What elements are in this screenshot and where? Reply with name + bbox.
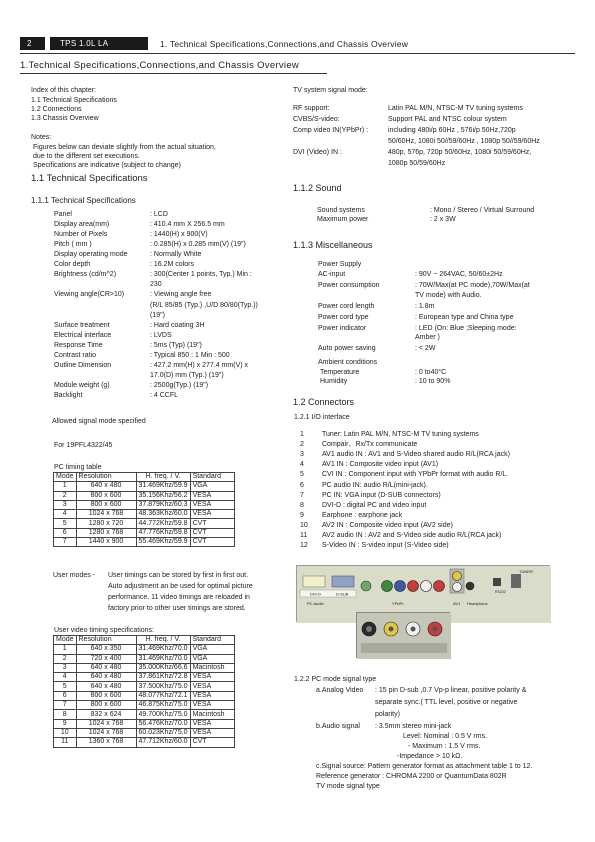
tv-signal-value: including 480i/p 60Hz , 576i/p 50Hz,720p	[388, 127, 516, 134]
table-row	[54, 482, 235, 491]
power-label: Power indicator	[318, 324, 367, 332]
ambient-value: : 10 to 90%	[415, 378, 451, 385]
headphone-jack-icon	[466, 582, 474, 590]
io-number: 1	[300, 431, 304, 438]
subsection-heading: 1.2.1 I/O interface	[294, 414, 350, 421]
io-number: 12	[300, 542, 308, 550]
spec-value: : Hard coating 3H	[150, 321, 205, 329]
spec-label: Backlight	[54, 391, 83, 399]
table-cell: 47.776Khz/59.8	[136, 528, 190, 537]
user-modes-line: User timings can be stored by first in first out.	[108, 572, 249, 579]
table-row	[54, 738, 235, 747]
ambient-label: Humidity	[320, 378, 348, 385]
io-description: PC audio IN: audio R/L(mini-jack).	[322, 481, 428, 489]
user-modes-line: performance. 11 video timings are reloaded in	[108, 594, 250, 601]
io-description: Earphone : earphone jack	[322, 511, 403, 519]
signal-source-line: Reference generator : CHROMA 2200 or QuantumData 802R	[316, 773, 507, 780]
pc-audio-jack-icon	[361, 581, 371, 591]
io-description: S-Video IN : S-video input (S-Video side)	[322, 542, 449, 550]
table-cell: 1024 x 768	[76, 719, 136, 728]
user-modes-line: factory prior to other user timings are stored.	[108, 605, 246, 612]
header-title: 1. Technical Specifications,Connections,and Chassis Overview	[160, 39, 409, 49]
table-cell: 48.077Khz/72.1	[136, 691, 190, 700]
spec-label: Outline Dimension	[54, 361, 112, 369]
io-number: 8	[300, 501, 304, 509]
spec-label: Viewing angle(CR>10)	[54, 291, 125, 299]
power-list	[318, 270, 578, 352]
table-cell: 48.363Khz/60.0	[136, 510, 190, 519]
table-header-cell: Mode	[54, 473, 77, 482]
av1-jack-icon	[453, 572, 462, 581]
table-cell: 800 x 600	[76, 701, 136, 710]
audio-signal-line: - Maximum : 1.5 V rms.	[408, 743, 481, 750]
io-number: 2	[300, 441, 304, 449]
spec-label: Brightness (cd/m^2)	[54, 271, 117, 279]
title-divider	[20, 73, 327, 74]
table-header-row	[54, 636, 235, 645]
table-cell: 800 x 600	[76, 500, 136, 509]
io-description: AV1 IN : Composite video input (AV1)	[322, 461, 439, 469]
allowed-signal-heading: Allowed signal mode specified	[52, 418, 146, 425]
index-item: 1.2 Connections	[31, 106, 82, 113]
io-number: 11	[300, 532, 308, 539]
io-number: 10	[300, 521, 308, 529]
subsection-heading: 1.2.2 PC mode signal type	[294, 676, 377, 683]
table-cell: 1280 x 768	[76, 528, 136, 537]
user-video-title: User video timing specifications:	[54, 627, 154, 634]
user-modes-label: User modes -	[53, 572, 96, 579]
audio-signal-line: -Impedance > 10 kΩ.	[397, 753, 463, 760]
table-cell: 1024 x 768	[76, 510, 136, 519]
io-description: AV1 audio IN : AV1 and S-Video shared audio R/L(RCA jack)	[322, 451, 510, 459]
table-cell: VESA	[190, 701, 234, 710]
io-number: 9	[300, 511, 304, 519]
dvi-port-icon	[303, 576, 325, 587]
table-cell: VESA	[190, 510, 234, 519]
table-cell: 56.476Khz/70.0	[136, 719, 190, 728]
table-cell: VESA	[190, 728, 234, 737]
dsub-photo-label: D-SUB	[336, 591, 349, 597]
table-cell: 6	[54, 691, 77, 700]
io-description: PC IN: VGA input (D-SUB connectors)	[322, 491, 441, 499]
index-item: 1.3 Chassis Overview	[31, 115, 99, 122]
table-cell: 7	[54, 538, 77, 547]
page-number: 2	[20, 37, 45, 50]
table-cell: VGA	[190, 482, 234, 491]
table-cell: 5	[54, 682, 77, 691]
table-cell: 832 x 624	[76, 710, 136, 719]
tuner-photo-label: TUNER	[519, 569, 533, 574]
table-cell: 8	[54, 710, 77, 719]
page-title: 1.Technical Specifications,Connections,and Chassis Overview	[20, 60, 300, 71]
table-cell: CVT	[190, 538, 234, 547]
tv-signal-value: Latin PAL M/N, NTSC-M TV tuning systems	[388, 105, 523, 112]
spec-label: Contrast ratio	[54, 351, 97, 359]
tv-signal-label: RF support:	[293, 105, 330, 112]
table-row	[54, 645, 235, 654]
table-cell: 640 x 480	[76, 663, 136, 672]
table-cell: 35.156Khz/56.2	[136, 491, 190, 500]
pc-audio-photo-label: PC Audio	[307, 601, 324, 606]
table-row	[54, 673, 235, 682]
table-cell: 46.875Khz/75.0	[136, 701, 190, 710]
ypbpr-photo-label: YPbPr	[392, 601, 404, 606]
table-cell: 3	[54, 663, 77, 672]
spec-label: Panel	[54, 211, 72, 218]
audio-r-jack-icon	[434, 581, 445, 592]
y-jack-icon	[382, 581, 393, 592]
audio-signal-line: : 3.5mm stereo mini-jack	[375, 723, 452, 730]
sound-value: : Mono / Stereo / Virtual Surround	[430, 207, 535, 214]
table-header-row	[54, 473, 235, 482]
table-cell: 6	[54, 528, 77, 537]
tv-signal-value: 480p, 576p, 720p 50/60Hz, 1080i 50/59/60Hz,	[388, 149, 532, 156]
headphone-photo-label: Headphone	[467, 601, 488, 606]
table-row	[54, 691, 235, 700]
spec-label: Display area(mm)	[54, 221, 110, 229]
table-cell: VESA	[190, 673, 234, 682]
table-row	[54, 538, 235, 547]
power-value: : 70W/Max(at PC mode),70W/Max(at	[415, 282, 530, 289]
model-note: For 19PFL4322/45	[54, 442, 113, 449]
spec-label: Electrical interface	[54, 331, 112, 339]
analog-video-line: : 15 pin D-sub ,0.7 Vp-p linear, positive polarity &	[375, 687, 527, 694]
power-value: : European type and China type	[415, 313, 514, 321]
table-cell: VESA	[190, 500, 234, 509]
av1-audio-jack-icon	[453, 583, 462, 592]
analog-video-line: polarity)	[375, 711, 400, 718]
pr-jack-icon	[408, 581, 419, 592]
table-cell: 640 x 480	[76, 682, 136, 691]
user-modes-line: Auto adjustment an be used for optimal picture	[108, 583, 253, 590]
table-cell: 31.469Khz/70.0	[136, 645, 190, 654]
section-heading: 1.2 Connectors	[293, 397, 355, 407]
power-label: AC-input	[318, 271, 346, 278]
table-cell: 1280 x 720	[76, 519, 136, 528]
table-cell: 37.500Khz/75.0	[136, 682, 190, 691]
table-row	[54, 654, 235, 663]
io-description: Compair、Rx/Tx communicate	[322, 441, 418, 449]
table-row	[54, 519, 235, 528]
tv-signal-label: Comp video IN(YPbPr) :	[293, 127, 369, 134]
table-cell: 640 x 350	[76, 645, 136, 654]
tv-signal-value: 50/60Hz, 1080i 50//59/60Hz , 1080p 50//59/60Hz	[388, 138, 540, 145]
table-cell: 47.712Khz/60.0	[136, 738, 190, 747]
table-cell: 720 x 400	[76, 654, 136, 663]
spec-value: : 16.2M colors	[150, 261, 194, 269]
spec-label: Display operating mode	[54, 251, 128, 259]
table-header-cell: Resolution	[76, 636, 136, 645]
spec-label: Number of Pixels	[54, 231, 108, 239]
table-row	[54, 719, 235, 728]
table-header-cell: H. freq. / V.	[136, 636, 190, 645]
user-video-table	[53, 635, 235, 748]
table-cell: 1024 x 768	[76, 728, 136, 737]
table-row	[54, 682, 235, 691]
av1-photo-label: AV1	[453, 601, 461, 606]
spec-value: : 410.4 mm X 256.5 mm	[150, 221, 225, 229]
ambient-value: : 0 to40°C	[415, 369, 447, 376]
table-cell: 44.772Khz/59.8	[136, 519, 190, 528]
spec-label: Surface treatment	[54, 321, 110, 329]
table-cell: Macintosh	[190, 710, 234, 719]
table-cell: 60.023Khz/75.0	[136, 728, 190, 737]
table-cell: VGA	[190, 654, 234, 663]
table-row	[54, 728, 235, 737]
table-cell: VESA	[190, 491, 234, 500]
tuner-port-icon	[511, 574, 521, 588]
tv-signal-heading: TV system signal mode:	[293, 87, 368, 94]
table-cell: CVT	[190, 738, 234, 747]
tv-signal-list	[293, 104, 583, 168]
table-header-cell: Resolution	[76, 473, 136, 482]
spec-value: : 1440(H) x 900(V)	[150, 231, 208, 239]
power-heading: Power Supply	[318, 261, 362, 268]
io-description: AV2 IN : Composite video input (AV2 side)	[322, 521, 453, 529]
io-number: 4	[300, 461, 304, 469]
power-value: : < 2W	[415, 345, 436, 352]
table-cell: 9	[54, 719, 77, 728]
table-cell: 31.469Khz/59.9	[136, 482, 190, 491]
power-value: : LED (On: Blue ;Sleeping mode:	[415, 324, 517, 332]
table-cell: 35.000Khz/66.6	[136, 663, 190, 672]
io-number: 5	[300, 471, 304, 479]
ambient-heading: Ambient conditions	[318, 359, 378, 366]
rs232-photo-label: RS232	[495, 590, 506, 594]
io-list	[298, 430, 568, 554]
power-value: Amber )	[415, 334, 440, 341]
side-connector-photo	[356, 612, 450, 658]
pb-jack-icon	[395, 581, 406, 592]
table-cell: 37.879Khz/60.3	[136, 500, 190, 509]
spec-value: : 4 CCFL	[150, 391, 179, 399]
power-label: Auto power saving	[318, 345, 376, 352]
spec-value: : 5ms (Typ) (19")	[150, 341, 202, 349]
power-value: TV mode) with Audio.	[415, 291, 482, 299]
audio-signal-label: b.Audio signal	[316, 723, 360, 730]
spec-value: : LCD	[150, 211, 168, 218]
spec-label: Color depth	[54, 261, 91, 269]
table-header-cell: H. freq. / V.	[136, 473, 190, 482]
table-header-cell: Mode	[54, 636, 77, 645]
table-cell: 31.469Khz/70.0	[136, 654, 190, 663]
table-cell: 7	[54, 701, 77, 710]
index-heading: Index of this chapter:	[31, 87, 96, 94]
table-cell: Macintosh	[190, 663, 234, 672]
pc-timing-table	[53, 472, 235, 547]
model-tag: TPS 1.0L LA	[50, 37, 148, 50]
notes-line: Specifications are indicative (subject to change)	[33, 162, 181, 169]
ambient-label: Temperature	[320, 369, 360, 376]
spec-value: : 0.285(H) x 0.285 mm(V) (19")	[150, 241, 246, 249]
table-cell: 2	[54, 491, 77, 500]
table-header-cell: Standard	[190, 636, 234, 645]
power-value: : 1.8m	[415, 302, 435, 310]
side-connector-illustration	[357, 613, 451, 659]
table-cell: 1360 x 768	[76, 738, 136, 747]
pc-timing-title: PC timing table	[54, 464, 102, 471]
io-number: 6	[300, 481, 304, 489]
table-cell: 640 x 480	[76, 673, 136, 682]
tv-signal-value: Support PAL and NTSC colour system	[388, 116, 507, 123]
dvi-photo-label: DVI-D	[310, 591, 321, 597]
spec-list	[54, 210, 294, 410]
table-cell: 640 x 480	[76, 482, 136, 491]
spec-label: Response Time	[54, 341, 103, 349]
spec-value: : Normally White	[150, 251, 202, 259]
spec-label: Module weight (g)	[54, 381, 110, 389]
table-row	[54, 663, 235, 672]
spec-value: : Typical 850 : 1 Min : 500	[150, 351, 230, 359]
table-cell: 11	[54, 738, 77, 747]
notes-heading: Notes:	[31, 134, 52, 141]
spec-value: 17.0(D) mm (Typ.) (19")	[150, 371, 224, 379]
power-value: : 90V ~ 264VAC, 50/60±2Hz	[415, 271, 503, 278]
audio-l-jack-icon	[421, 581, 432, 592]
table-cell: 55.469Khz/59.9	[136, 538, 190, 547]
spec-value: : 300(Center 1 points, Typ.) Min :	[150, 271, 252, 279]
signal-source-line: c.Signal source: Pattern generator format as attachment table 1 to 12.	[316, 763, 533, 770]
table-cell: 5	[54, 519, 77, 528]
table-cell: 800 x 600	[76, 491, 136, 500]
table-row	[54, 528, 235, 537]
table-cell: 1	[54, 645, 77, 654]
table-cell: 49.700Khz/75.0	[136, 710, 190, 719]
table-header-cell: Standard	[190, 473, 234, 482]
sound-label: Maximum power	[317, 216, 369, 223]
header-divider	[20, 53, 575, 54]
spec-value: (19")	[150, 311, 165, 319]
section-heading: 1.1.3 Miscellaneous	[293, 240, 373, 250]
io-description: Tuner: Latin PAL M/N, NTSC-M TV tuning systems	[322, 431, 479, 438]
subsection-heading: 1.1.1 Technical Specifications	[31, 196, 136, 205]
section-heading: 1.1.2 Sound	[293, 183, 342, 193]
dsub-port-icon	[332, 576, 354, 587]
table-cell: CVT	[190, 528, 234, 537]
spec-label: Pitch ( mm )	[54, 241, 92, 249]
io-number: 3	[300, 451, 304, 459]
spec-value: : 2500g(Typ.) (19")	[150, 381, 209, 389]
table-cell: VESA	[190, 691, 234, 700]
sound-value: : 2 x 3W	[430, 216, 456, 223]
analog-video-line: separate sync.( TTL level, positive or negative	[375, 699, 518, 706]
power-label: Power consumption	[318, 282, 380, 289]
table-cell: CVT	[190, 519, 234, 528]
io-description: AV2 audio IN : AV2 and S-Video side audio R/L(RCA jack)	[322, 532, 502, 539]
table-cell: 4	[54, 673, 77, 682]
power-label: Power cord type	[318, 313, 369, 321]
analog-video-label: a.Analog Video	[316, 687, 364, 694]
table-cell: 2	[54, 654, 77, 663]
spec-value: 230	[150, 281, 162, 289]
table-row	[54, 510, 235, 519]
table-cell: 1440 x 900	[76, 538, 136, 547]
power-label: Power cord length	[318, 302, 375, 310]
section-heading: 1.1 Technical Specifications	[31, 173, 148, 184]
spec-value: (R/L 85/85 (Typ.) ,U/D 80/80(Typ.))	[150, 301, 258, 309]
table-cell: 3	[54, 500, 77, 509]
io-number: 7	[300, 491, 304, 499]
table-cell: VGA	[190, 645, 234, 654]
io-description: DVI-D : digital PC and video input	[322, 501, 427, 509]
spec-value: : Viewing angle free	[150, 291, 212, 299]
table-row	[54, 710, 235, 719]
sound-label: Sound systems	[317, 207, 365, 214]
io-description: CVI IN : Component input with YPbPr format with audio R/L.	[322, 471, 509, 479]
table-cell: VESA	[190, 719, 234, 728]
table-cell: 800 x 600	[76, 691, 136, 700]
tv-signal-label: CVBS/S-video:	[293, 116, 340, 123]
notes-line: Figures below can deviate slightly from the actual situation,	[33, 144, 216, 151]
signal-source-line: TV mode signal type	[316, 783, 380, 790]
spec-value: : LVDS	[150, 331, 172, 339]
table-cell: 37.861Khz/72.8	[136, 673, 190, 682]
notes-line: due to the different set executions.	[33, 153, 140, 160]
table-cell: 10	[54, 728, 77, 737]
table-cell: VESA	[190, 682, 234, 691]
rs232-port-icon	[493, 578, 501, 586]
table-row	[54, 701, 235, 710]
table-row	[54, 491, 235, 500]
table-cell: 4	[54, 510, 77, 519]
index-item: 1.1 Technical Specifications	[31, 97, 117, 104]
spec-value: : 427.2 mm(H) x 277.4 mm(V) x	[150, 361, 249, 369]
audio-signal-line: Level: Nominal : 0.5 V rms.	[403, 733, 488, 740]
table-cell: 1	[54, 482, 77, 491]
tv-signal-value: 1080p 50/59/60Hz	[388, 160, 446, 167]
tv-signal-label: DVI (Video) IN :	[293, 149, 342, 156]
table-row	[54, 500, 235, 509]
